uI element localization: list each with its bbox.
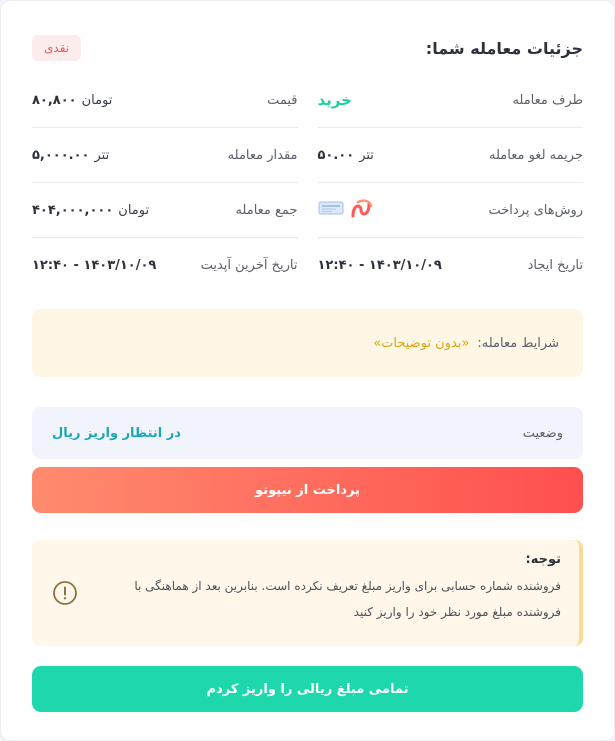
nipoto-logo-icon — [350, 198, 374, 222]
confirm-rial-deposit-button[interactable]: تمامی مبلغ ریالی را واریز کردم — [32, 666, 583, 712]
details-grid — [32, 73, 583, 293]
updated-date-value: ۱۴۰۳/۱۰/۰۹ - ۱۲:۴۰ — [32, 258, 157, 273]
price-label: قیمت — [267, 92, 298, 108]
trade-terms-label: شرایط معامله: — [477, 335, 559, 351]
payment-methods-icons — [318, 198, 374, 222]
price-row — [32, 73, 298, 128]
updated-date-row — [32, 238, 298, 293]
status-label: وضعیت — [522, 425, 563, 441]
trade-side-label: طرف معامله — [512, 92, 583, 108]
status-box — [32, 407, 583, 459]
status-badge: در انتظار واریز ریال — [52, 425, 181, 441]
bank-card-icon — [318, 200, 344, 220]
trade-terms-box — [32, 309, 583, 377]
trade-total-unit: تومان — [118, 202, 150, 218]
card-header — [32, 31, 583, 65]
trade-type-badge: نقدی — [32, 35, 81, 61]
trade-amount-unit: تتر — [94, 147, 110, 163]
trade-total-row — [32, 183, 298, 238]
page-title: جزئیات معامله شما: — [425, 38, 583, 58]
cancel-penalty-value-group — [318, 148, 374, 163]
trade-amount-row — [32, 128, 298, 183]
notice-title: توجه: — [525, 552, 561, 567]
created-date-value: ۱۴۰۳/۱۰/۰۹ - ۱۲:۴۰ — [317, 258, 442, 273]
payment-methods-label: روش‌های پرداخت — [488, 202, 583, 218]
trade-amount-value: ۵,۰۰۰.۰۰ — [32, 147, 90, 163]
updated-date-label: تاریخ آخرین آپدیت — [200, 258, 298, 273]
price-value: ۸۰,۸۰۰ — [32, 92, 77, 108]
trade-terms-value: «بدون توضیحات» — [373, 335, 470, 351]
price-unit: تومان — [81, 92, 113, 108]
trade-amount-label: مقدار معامله — [227, 147, 298, 163]
trade-total-label: جمع معامله — [235, 202, 298, 218]
notice-body: فروشنده شماره حسابی برای واریز مبلغ تعریف نکرده است. بنابرین بعد از هماهنگی با فروشنده مبلغ مورد نظر خود را واریز کنید — [134, 579, 561, 619]
trade-side-value: خرید — [317, 91, 352, 109]
notice-content — [92, 552, 561, 625]
created-date-label: تاریخ ایجاد — [527, 258, 583, 273]
cancel-penalty-value: ۵۰.۰۰ — [317, 147, 355, 163]
cancel-penalty-unit: تتر — [359, 147, 374, 163]
cancel-penalty-label: جریمه لغو معامله — [489, 147, 583, 163]
created-date-row — [318, 238, 584, 293]
pay-with-nipoto-button[interactable]: پرداخت از نیپوتو — [32, 467, 583, 513]
notice-box — [32, 540, 583, 646]
payment-methods-row — [318, 183, 584, 238]
trade-side-row — [318, 73, 584, 128]
exclamation-circle-icon — [52, 580, 78, 610]
trade-amount-value-group — [32, 148, 109, 163]
cancel-penalty-row — [318, 128, 584, 183]
price-value-group — [32, 93, 112, 108]
trade-total-value: ۴۰۴,۰۰۰,۰۰۰ — [32, 202, 114, 218]
trade-total-value-group — [32, 203, 149, 218]
